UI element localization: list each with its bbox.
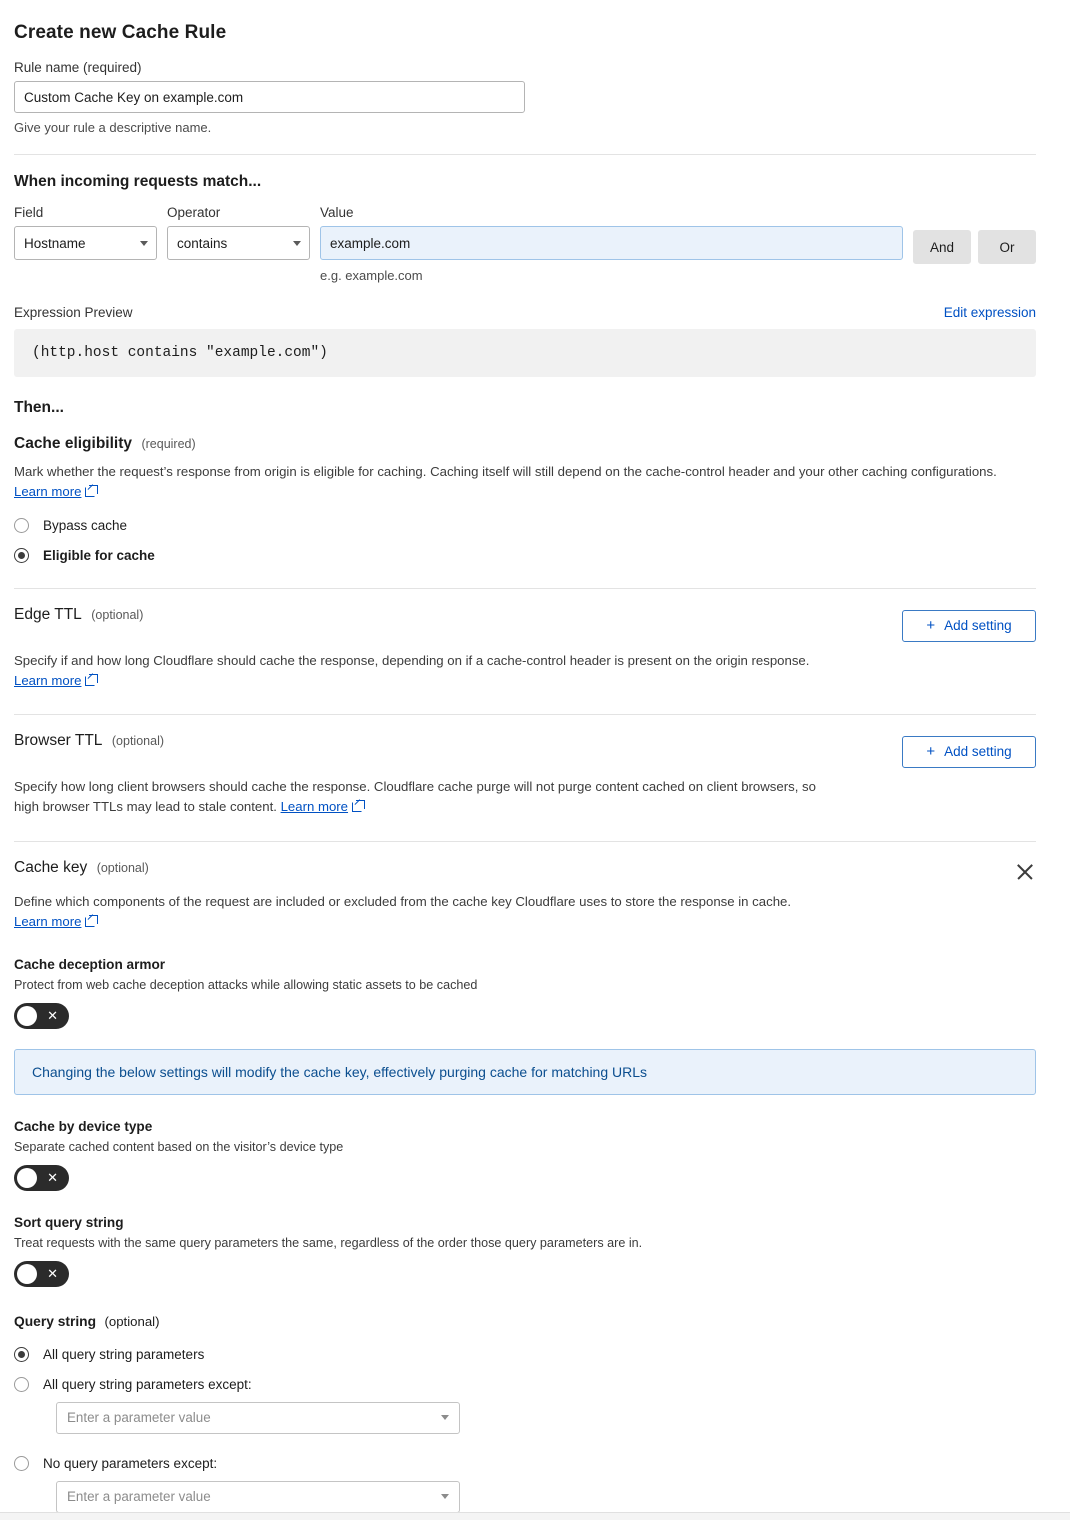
operator-label: Operator	[167, 205, 221, 220]
field-label: Field	[14, 205, 44, 220]
radio-selected-icon	[14, 1347, 29, 1362]
radio-eligible-for-cache[interactable]	[14, 548, 1036, 563]
or-button[interactable]: Or	[978, 230, 1036, 264]
cache-eligibility-title: Cache eligibility	[14, 435, 133, 452]
all-except-parameter-input[interactable]	[56, 1402, 460, 1434]
expression-label: Expression Preview	[14, 305, 133, 320]
browser-ttl-title: Browser TTL	[14, 731, 103, 749]
edge-ttl-add-setting-button[interactable]	[902, 610, 1036, 642]
edit-expression-link[interactable]: Edit expression	[943, 305, 1036, 320]
edge-ttl-tag: (optional)	[91, 607, 144, 622]
divider	[14, 588, 1036, 589]
toggle-off-icon: ✕	[47, 1169, 58, 1185]
radio-selected-icon	[14, 548, 29, 563]
sort-query-string-title: Sort query string	[14, 1214, 124, 1230]
cache-by-device-type-description: Separate cached content based on the visitor’s device type	[14, 1139, 344, 1154]
cache-key-notice: Changing the below settings will modify the cache key, effectively purging cache for matching URLs	[14, 1049, 1036, 1095]
cache-by-device-type-toggle[interactable]	[14, 1165, 69, 1191]
cache-key-title: Cache key	[14, 858, 88, 876]
cache-deception-armor-toggle[interactable]	[14, 1003, 69, 1029]
divider	[14, 841, 1036, 842]
cache-key-description	[14, 892, 1024, 933]
cache-eligibility-description-text: Mark whether the request’s response from origin is eligible for caching. Caching itself will still depend on the cache-control header and your other caching configurations.	[14, 464, 997, 479]
edge-ttl-description	[14, 651, 844, 692]
cache-key-tag: (optional)	[96, 860, 149, 875]
radio-icon	[14, 518, 29, 533]
edge-ttl-section	[14, 606, 1036, 692]
rule-name-input[interactable]	[14, 81, 525, 113]
edge-ttl-title: Edge TTL	[14, 605, 82, 623]
rule-name-help: Give your rule a descriptive name.	[14, 120, 212, 135]
operator-select-value: contains	[177, 235, 228, 251]
expression-header	[14, 305, 1036, 320]
cache-by-device-type-title: Cache by device type	[14, 1118, 153, 1134]
cache-key-learn-more-link[interactable]: Learn more	[14, 914, 82, 930]
radio-icon	[14, 1377, 29, 1392]
radio-all-query-string-parameters-label: All query string parameters	[43, 1346, 205, 1362]
match-row	[14, 205, 1036, 283]
radio-eligible-for-cache-label: Eligible for cache	[43, 547, 155, 563]
match-heading: When incoming requests match...	[14, 173, 262, 190]
radio-no-query-parameters-except-label: No query parameters except:	[43, 1455, 218, 1471]
operator-column	[167, 205, 310, 260]
operator-select[interactable]	[167, 226, 310, 260]
browser-ttl-add-setting-label: Add setting	[944, 744, 1012, 760]
query-string-tag: (optional)	[104, 1313, 160, 1329]
chevron-down-icon	[140, 241, 148, 246]
value-column	[320, 205, 903, 283]
cache-eligibility-section	[14, 435, 1036, 563]
value-input[interactable]	[320, 226, 903, 260]
browser-ttl-header	[14, 732, 1036, 768]
all-except-parameter-placeholder: Enter a parameter value	[67, 1410, 211, 1426]
external-link-icon	[352, 802, 362, 812]
sort-query-string-description: Treat requests with the same query parameters the same, regardless of the order those query parameters are in.	[14, 1235, 643, 1250]
toggle-off-icon: ✕	[47, 1265, 58, 1281]
radio-all-query-string-parameters-except[interactable]	[14, 1377, 1036, 1392]
chevron-down-icon	[441, 1494, 449, 1499]
and-button[interactable]: And	[913, 230, 971, 264]
external-link-icon	[85, 487, 95, 497]
rule-name-label: Rule name (required)	[14, 60, 142, 75]
field-select-value: Hostname	[24, 235, 86, 251]
edge-ttl-add-setting-label: Add setting	[944, 618, 1012, 634]
cache-key-section	[14, 859, 1036, 1513]
edge-ttl-learn-more-link[interactable]: Learn more	[14, 673, 82, 689]
radio-bypass-cache-label: Bypass cache	[43, 517, 128, 533]
close-icon[interactable]	[1014, 861, 1036, 883]
toggle-off-icon: ✕	[47, 1007, 58, 1023]
rule-name-group	[14, 60, 1036, 135]
bottom-bar	[0, 1512, 1070, 1520]
edge-ttl-header	[14, 606, 1036, 642]
page-title: Create new Cache Rule	[14, 22, 227, 43]
browser-ttl-learn-more-link[interactable]: Learn more	[280, 799, 349, 815]
field-column	[14, 205, 157, 260]
toggle-knob	[17, 1264, 37, 1284]
divider	[14, 714, 1036, 715]
value-help: e.g. example.com	[320, 268, 423, 283]
query-string-group	[14, 1313, 1036, 1513]
browser-ttl-description	[14, 777, 844, 818]
edge-ttl-description-text: Specify if and how long Cloudflare should cache the response, depending on if a cache-control header is present on the origin response.	[14, 652, 810, 668]
browser-ttl-description-text: Specify how long client browsers should cache the response. Cloudflare cache purge will not purge content cached on client browsers, so high browser TTLs may lead to stale content.	[14, 778, 816, 815]
cache-deception-armor-title: Cache deception armor	[14, 956, 166, 972]
radio-all-query-string-parameters-except-label: All query string parameters except:	[43, 1376, 252, 1392]
cache-eligibility-tag: (required)	[141, 437, 196, 451]
external-link-icon	[85, 917, 95, 927]
toggle-knob	[17, 1006, 37, 1026]
chevron-down-icon	[293, 241, 301, 246]
cache-key-description-text: Define which components of the request are included or excluded from the cache key Cloudflare uses to store the response in cache.	[14, 893, 792, 909]
chevron-down-icon	[441, 1415, 449, 1420]
divider	[14, 154, 1036, 155]
browser-ttl-section	[14, 732, 1036, 818]
toggle-knob	[17, 1168, 37, 1188]
no-except-parameter-placeholder: Enter a parameter value	[67, 1489, 211, 1505]
expression-preview: (http.host contains "example.com")	[14, 329, 1036, 377]
no-except-parameter-input[interactable]	[56, 1481, 460, 1513]
query-string-title: Query string	[14, 1313, 97, 1329]
cache-eligibility-description	[14, 462, 1024, 503]
sort-query-string-toggle[interactable]	[14, 1261, 69, 1287]
browser-ttl-add-setting-button[interactable]	[902, 736, 1036, 768]
cache-eligibility-learn-more-link[interactable]: Learn more	[14, 484, 82, 500]
radio-bypass-cache[interactable]	[14, 518, 1036, 533]
plus-icon: +	[926, 617, 936, 635]
radio-no-query-parameters-except[interactable]	[14, 1456, 1036, 1471]
cache-deception-armor-description: Protect from web cache deception attacks while allowing static assets to be cached	[14, 977, 478, 992]
plus-icon: +	[926, 743, 936, 761]
field-select[interactable]	[14, 226, 157, 260]
browser-ttl-tag: (optional)	[111, 733, 165, 748]
external-link-icon	[85, 676, 95, 686]
logic-buttons	[913, 230, 1036, 264]
radio-all-query-string-parameters[interactable]	[14, 1347, 1036, 1362]
radio-icon	[14, 1456, 29, 1471]
cache-key-header	[14, 859, 1036, 883]
value-label: Value	[320, 205, 354, 220]
then-heading: Then...	[14, 399, 64, 416]
